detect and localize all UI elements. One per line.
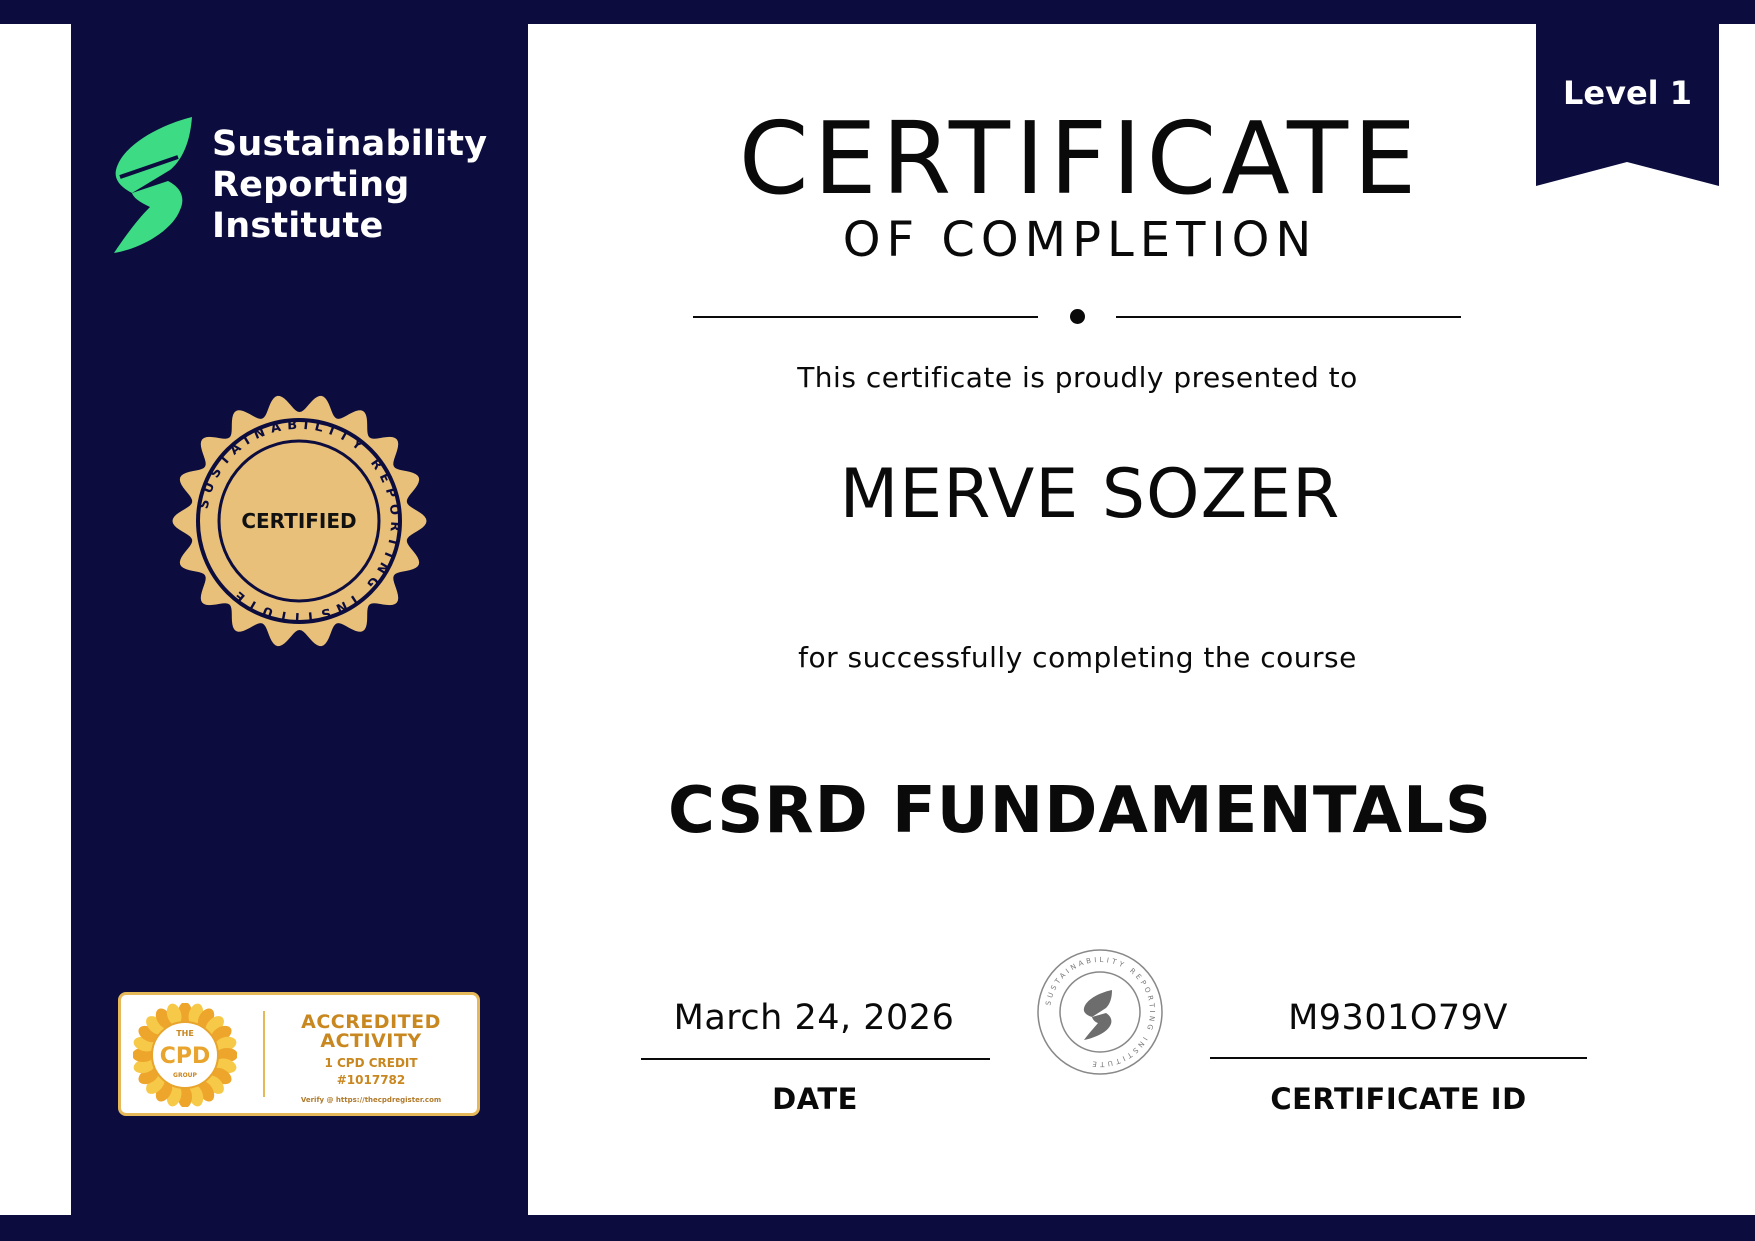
divider-left: [693, 316, 1038, 318]
cpd-activity: ACTIVITY: [320, 1030, 422, 1052]
seal-center-text: CERTIFIED: [241, 509, 357, 533]
certificate-id-value: M9301O79V: [1288, 998, 1508, 1038]
cpd-verify-link: Verify @ https://thecpdregister.com: [300, 1096, 442, 1104]
cpd-sunburst-logo: [133, 1003, 237, 1107]
date-signature-line: [641, 1058, 990, 1060]
cpd-number: #1017782: [336, 1073, 406, 1087]
cpd-text-block: [276, 1013, 466, 1106]
certificate-id-line: [1210, 1057, 1587, 1059]
cpd-divider: [263, 1011, 265, 1097]
certificate-id-label: CERTIFICATE ID: [1270, 1082, 1527, 1116]
institute-stamp: [1036, 948, 1164, 1076]
course-title: CSRD FUNDAMENTALS: [668, 774, 1492, 848]
divider-dot: [1070, 309, 1085, 324]
cpd-logo-bottom: GROUP: [173, 1072, 197, 1079]
presented-text: This certificate is proudly presented to: [797, 361, 1358, 394]
completing-text: for successfully completing the course: [798, 641, 1357, 674]
brand-name-line-1: Sustainability: [212, 124, 488, 164]
certificate-title: CERTIFICATE: [738, 100, 1422, 217]
date-label: DATE: [772, 1082, 858, 1116]
cpd-accredited: ACCREDITED: [301, 1011, 441, 1033]
date-value: March 24, 2026: [673, 998, 955, 1038]
brand-name-line-3: Institute: [212, 206, 384, 246]
cpd-logo-main: CPD: [159, 1044, 211, 1069]
level-label: Level 1: [1562, 74, 1693, 112]
cpd-accredited-badge: [118, 992, 480, 1116]
recipient-name: MERVE SOZER: [839, 455, 1341, 534]
brand-name-line-2: Reporting: [212, 165, 410, 205]
cpd-logo-top: THE: [176, 1029, 194, 1038]
stamp-ring-text: SUSTAINABILITY REPORTING INSTITUTE: [1044, 955, 1157, 1069]
cpd-credit: 1 CPD CREDIT: [324, 1056, 418, 1070]
certified-seal: [172, 394, 427, 648]
seal-ring-text: SUSTAINABILITY REPORTING INSTITUTE: [196, 417, 403, 625]
certificate-subtitle: OF COMPLETION: [842, 212, 1318, 268]
divider-right: [1116, 316, 1461, 318]
bottom-border: [0, 1215, 1755, 1241]
brand-name: [212, 124, 487, 247]
